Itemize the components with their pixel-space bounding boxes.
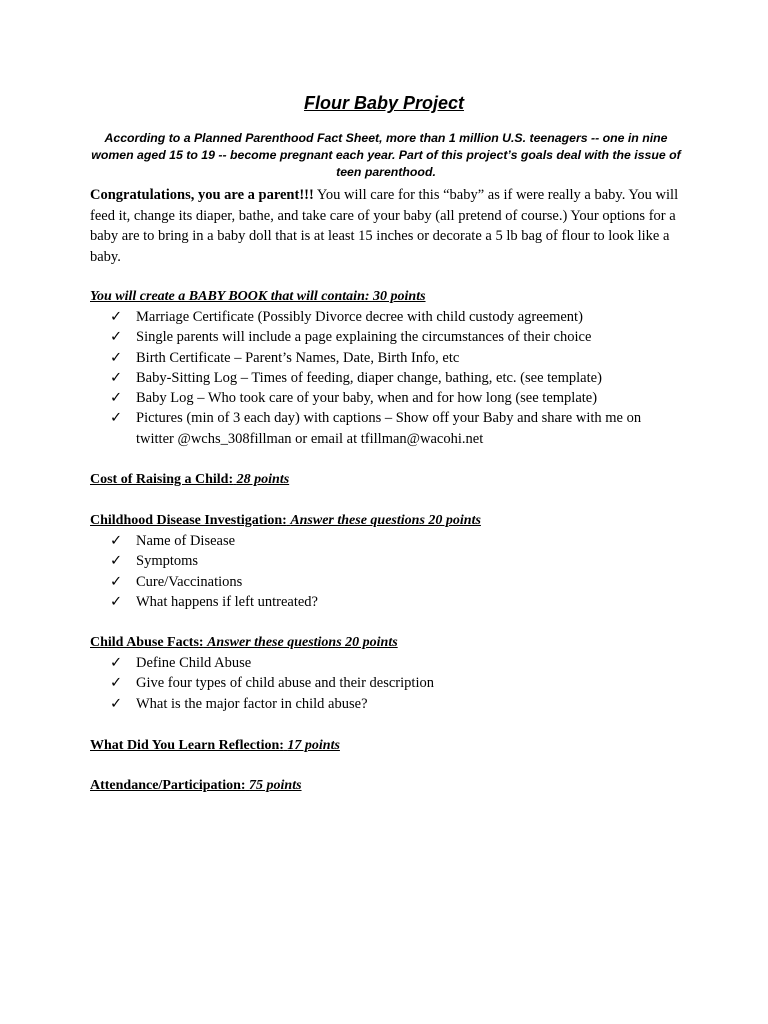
disease-section	[90, 511, 481, 612]
abuse-list	[90, 653, 434, 714]
check-icon: ✓	[110, 655, 123, 671]
intro-paragraph: According to a Planned Parenthood Fact Sheet, more than 1 million U.S. teenagers -- one in nine women aged 15 to 19 -- become pregnant each year. Part of this project’s goals deal with the issue of teen parenthood.	[91, 131, 681, 179]
list-item: ✓ Define Child Abuse	[90, 653, 434, 673]
list-item: ✓ Marriage Certificate (Possibly Divorce decree with child custody agreement)	[90, 307, 676, 327]
list-item: ✓ Give four types of child abuse and their description	[90, 673, 434, 693]
abuse-heading: Child Abuse Facts: Answer these questions 20 points	[90, 635, 398, 650]
check-icon: ✓	[110, 675, 123, 692]
check-icon: ✓	[110, 573, 123, 590]
check-icon: ✓	[110, 533, 123, 549]
list-item: ✓ Birth Certificate – Parent’s Names, Date, Birth Info, etc	[90, 348, 676, 368]
list-item: ✓ Baby Log – Who took care of your baby, when and for how long (see template)	[90, 388, 676, 408]
opening-paragraph	[90, 185, 690, 267]
check-icon: ✓	[110, 309, 123, 325]
abuse-section	[90, 633, 434, 714]
opening-text: You will care for this “baby” as if were really a baby. You will feed it, change its diaper, bathe, and take care of your baby (all pretend of course.) Your options for a baby are to bring in a baby doll that is at least 15 inches or decorate a 5 lb bag of flour to look like a baby.	[90, 187, 679, 265]
check-icon: ✓	[110, 553, 123, 570]
attendance-section	[90, 776, 302, 796]
baby-book-section	[90, 287, 676, 449]
baby-book-list	[90, 307, 676, 449]
disease-heading: Childhood Disease Investigation: Answer these questions 20 points	[90, 513, 481, 528]
check-icon: ✓	[110, 390, 123, 407]
check-icon: ✓	[110, 695, 123, 712]
reflection-section	[90, 736, 340, 756]
baby-book-heading: You will create a BABY BOOK that will contain: 30 points	[90, 289, 426, 304]
check-icon: ✓	[110, 329, 123, 346]
check-icon: ✓	[110, 349, 123, 366]
attendance-heading: Attendance/Participation: 75 points	[90, 778, 302, 793]
check-icon: ✓	[110, 593, 123, 610]
cost-heading: Cost of Raising a Child: 28 points	[90, 472, 290, 487]
list-item: ✓ Baby-Sitting Log – Times of feeding, diaper change, bathing, etc. (see template)	[90, 368, 676, 388]
list-item: ✓ Symptoms	[90, 551, 481, 571]
list-item: ✓ What is the major factor in child abuse?	[90, 694, 434, 714]
reflection-heading: What Did You Learn Reflection: 17 points	[90, 738, 340, 753]
cost-section	[90, 470, 289, 490]
list-item: ✓ What happens if left untreated?	[90, 592, 481, 612]
list-item: ✓ Name of Disease	[90, 531, 481, 551]
list-item: ✓ Cure/Vaccinations	[90, 572, 481, 592]
opening-bold: Congratulations, you are a parent!!!	[90, 187, 314, 203]
list-item: ✓ Pictures (min of 3 each day) with captions – Show off your Baby and share with me on twitter @wchs_308fillman or email at tfillman@wacohi.net	[110, 410, 642, 447]
disease-list	[90, 531, 481, 612]
document-title: Flour Baby Project	[303, 93, 465, 113]
check-icon: ✓	[110, 410, 123, 427]
list-item: ✓ Single parents will include a page explaining the circumstances of their choice	[90, 327, 676, 347]
check-icon: ✓	[110, 369, 123, 386]
